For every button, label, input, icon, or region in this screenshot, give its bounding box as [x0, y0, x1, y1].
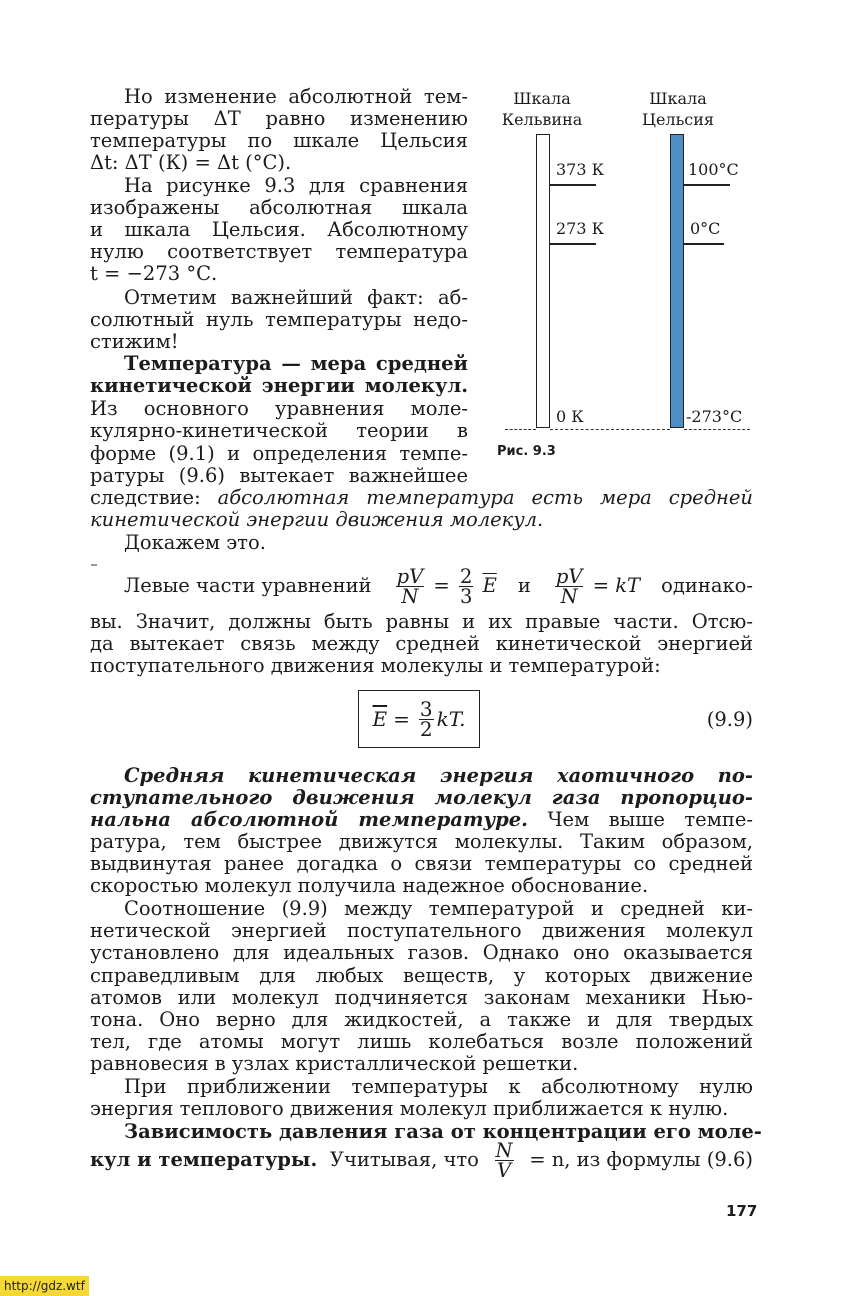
celsius-title-line2: Цельсия [641, 110, 714, 129]
mean-energy-symbol: $\overline{E}$ [482, 573, 497, 597]
equation-1 [393, 564, 497, 608]
text-line [90, 1140, 753, 1180]
text-line: Δt: ΔT (К) = Δt (°С). [90, 151, 292, 174]
text-line: ратуры (9.6) вытекает важнейшее [90, 464, 468, 487]
numerator: 3 [419, 696, 433, 721]
equals-sign: = [393, 707, 410, 731]
zero-dashed-line-right [684, 429, 750, 430]
text-span: Чем выше темпе- [527, 808, 754, 831]
fraction-n-v [495, 1138, 514, 1182]
denominator: 2 [419, 716, 433, 741]
equals-sign: = [433, 573, 450, 597]
celsius-title-line1: Шкала [649, 89, 707, 108]
text-span: Учитывая, что [329, 1148, 479, 1171]
text-line: атомов или молекул подчиняется законам механики Нью- [90, 986, 753, 1009]
tick-0c [684, 243, 724, 245]
numerator: pV [555, 564, 583, 588]
key-statement-line: Средняя кинетическая энергия хаотичного по- [124, 764, 753, 787]
label-273k: 273 К [556, 219, 605, 238]
text-line: ратура, тем быстрее движутся молекулы. Таким образом, [90, 830, 753, 853]
text-line: тел, где атомы могут лишь колебаться возле положений [90, 1030, 753, 1053]
bold-italic-span: нальна абсолютной температуре. [90, 808, 528, 831]
kt-symbol: kT. [436, 707, 466, 731]
kelvin-thermometer [536, 134, 550, 428]
tick-373k [550, 184, 596, 186]
text-line: скоростью молекул получила надежное обоснование. [90, 874, 649, 897]
text-line: При приближении температуры к абсолютному нулю [124, 1075, 753, 1098]
label-373k: 373 К [556, 160, 605, 179]
text-line: изображены абсолютная шкала [90, 196, 468, 219]
text-line [90, 487, 753, 509]
text-line: справедливым для любых веществ, у которых движение [90, 964, 753, 987]
text-line: Но изменение абсолютной тем- [124, 85, 468, 108]
numerator: N [495, 1138, 513, 1162]
text-line: Отметим важнейший факт: аб- [124, 286, 468, 309]
text-line: да вытекает связь между средней кинетической энергией [90, 632, 753, 655]
text-line: энергия теплового движения молекул приближается к нулю. [90, 1097, 729, 1120]
text-line: выдвинутая ранее догадка о связи температуры со средней [90, 852, 753, 875]
label-0k: 0 К [556, 407, 584, 426]
text-line: равновесия в узлах кристаллической решетки. [90, 1052, 579, 1075]
celsius-thermometer [670, 134, 684, 428]
text-span: и [517, 574, 531, 597]
text-line: температуры по шкале Цельсия [90, 129, 468, 152]
fraction-pv-n [396, 564, 425, 608]
text-line: поступательного движения молекулы и температурой: [90, 654, 661, 677]
text-line: форме (9.1) и определения темпе- [90, 442, 468, 465]
denominator: N [560, 584, 578, 608]
kelvin-title-line1: Шкала [513, 89, 571, 108]
text-line: вы. Значит, должны быть равны и их правые части. Отсю- [90, 610, 753, 633]
formula-9-9-box [358, 690, 480, 748]
fraction-pv-n [555, 564, 584, 608]
text-line: кинетической энергии движения молекул. [90, 508, 544, 531]
zero-dashed-line-middle [550, 429, 670, 430]
section-heading: кинетической энергии молекул. [90, 374, 468, 397]
section-heading: Температура — мера средней [124, 352, 468, 375]
text-line: Докажем это. [124, 531, 266, 554]
equation-line [90, 560, 753, 612]
text-line: На рисунке 9.3 для сравнения [124, 174, 468, 197]
mean-energy-symbol: $\overline{E}$ [372, 707, 388, 731]
kelvin-scale-title [500, 88, 584, 130]
fraction-2-3 [459, 564, 473, 608]
fraction-3-2 [419, 696, 434, 741]
equals-sign: = [592, 573, 610, 597]
italic-span: абсолютная температура есть мера средней [217, 486, 753, 509]
text-line: t = −273 °С. [90, 262, 218, 285]
denominator: V [497, 1158, 512, 1182]
key-statement-line: ступательного движения молекул газа пропорцио- [90, 786, 753, 809]
numerator: pV [396, 564, 424, 588]
formula-number: (9.9) [706, 708, 753, 731]
text-line [90, 809, 753, 831]
label-0c: 0°C [690, 219, 721, 238]
tick-273k [550, 243, 596, 245]
numerator: 2 [459, 564, 473, 588]
text-line: и шкала Цельсия. Абсолютному [90, 218, 468, 241]
label-minus273c: -273°C [686, 407, 743, 426]
kelvin-title-line2: Кельвина [501, 110, 583, 129]
watermark-link[interactable]: http://gdz.wtf [0, 1276, 89, 1296]
bold-span: кул и температуры. [90, 1148, 318, 1171]
text-span: следствие: [90, 486, 218, 509]
text-line: установлено для идеальных газов. Однако оно оказывается [90, 941, 753, 964]
text-line: стижим! [90, 330, 179, 353]
section-heading: Зависимость давления газа от концентрации его моле- [124, 1120, 762, 1143]
label-100c: 100°C [688, 160, 739, 179]
text-line: солютный нуль температуры недо- [90, 308, 468, 331]
equation-2 [552, 564, 641, 608]
text-line: нулю соответствует температура [90, 240, 468, 263]
text-line: пературы ΔT равно изменению [90, 107, 468, 130]
page-number: 177 [726, 1202, 758, 1220]
tick-100c [684, 184, 730, 186]
text-span: одинако- [661, 574, 753, 597]
celsius-scale-title [636, 88, 720, 130]
text-line: кулярно-кинетической теории в [90, 419, 468, 442]
text-span: Левые части уравнений [124, 574, 372, 597]
figure-caption: Рис. 9.3 [497, 444, 556, 459]
text-span: = n, из формулы (9.6) [529, 1148, 753, 1171]
denominator: 3 [459, 584, 473, 608]
kt-symbol: kT [615, 573, 641, 597]
text-line: нетической энергией поступательного движения молекул [90, 919, 753, 942]
text-line: тона. Оно верно для жидкостей, а также и для твердых [90, 1008, 753, 1031]
denominator: N [401, 584, 419, 608]
text-line: Соотношение (9.9) между температурой и средней ки- [124, 897, 753, 920]
text-line: Из основного уравнения моле- [90, 397, 468, 420]
zero-dashed-line-left [505, 429, 536, 430]
